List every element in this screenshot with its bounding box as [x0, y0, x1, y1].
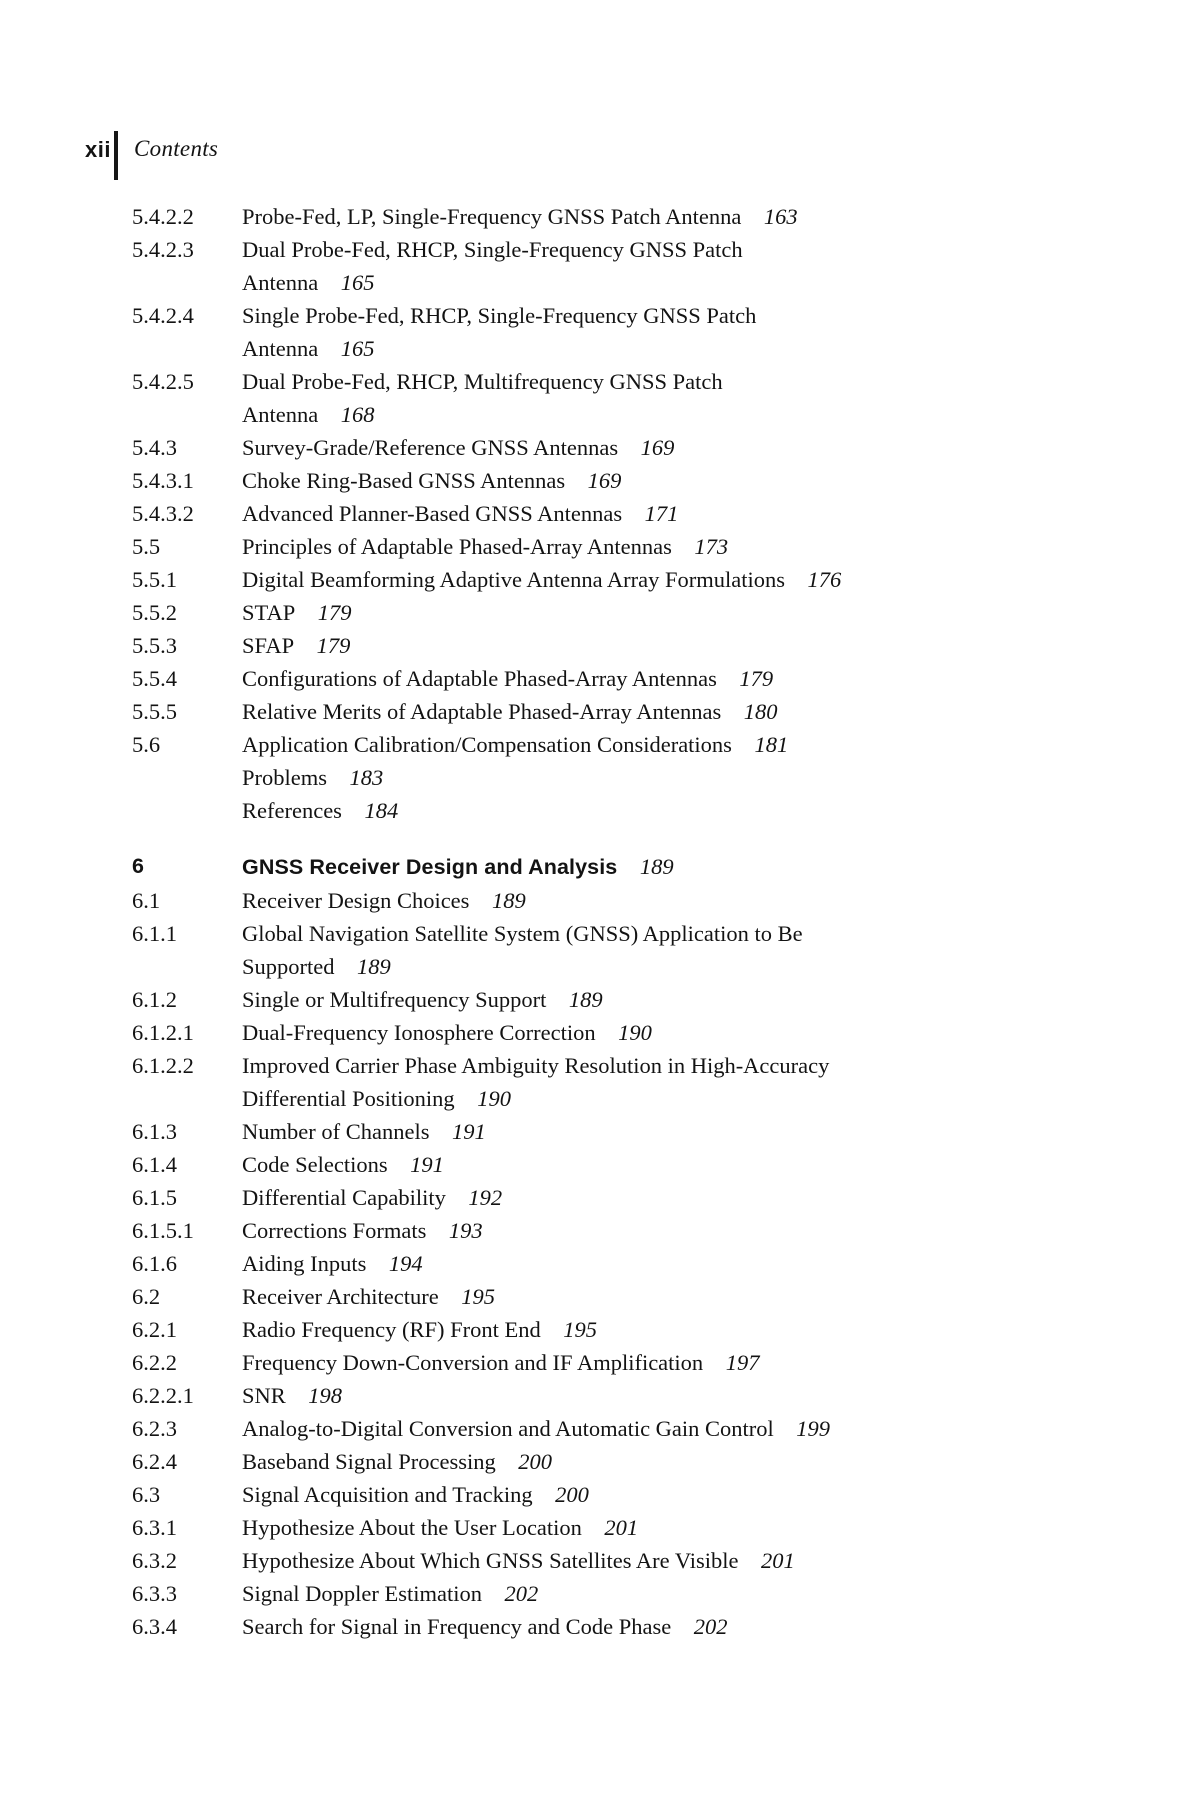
- toc-entry-text: Antenna: [242, 270, 319, 295]
- toc-entry: [132, 1478, 1143, 1511]
- toc-entry-number: 6.1.5: [132, 1185, 177, 1210]
- toc-entry-text: Radio Frequency (RF) Front End: [242, 1317, 541, 1342]
- toc-entry: [132, 1247, 1143, 1280]
- toc-entry: [132, 917, 1143, 983]
- toc-entry-title: [242, 1016, 1143, 1049]
- toc-entry-title: [242, 695, 1143, 728]
- toc-entry: [132, 233, 1143, 299]
- toc-entry-number: 6.3.2: [132, 1548, 177, 1573]
- toc-entry-page-number: 192: [468, 1185, 503, 1210]
- toc-entry-page-number: 163: [763, 204, 798, 229]
- toc-entry-line: [242, 1478, 1143, 1511]
- toc-entry-number: 5.5.5: [132, 699, 177, 724]
- toc-entry-text: Signal Acquisition and Tracking: [242, 1482, 533, 1507]
- toc-entry: [132, 299, 1143, 365]
- toc-entry-number: 6.3: [132, 1482, 161, 1507]
- toc-entry-line: [242, 1445, 1143, 1478]
- toc-entry-line: [242, 662, 1143, 695]
- toc-entry-line: [242, 1511, 1143, 1544]
- toc-entry-line: [242, 233, 1143, 266]
- toc-entry-line: [242, 1115, 1143, 1148]
- toc-entry-text: Dual Probe-Fed, RHCP, Single-Frequency GNSS Patch: [242, 237, 743, 262]
- toc-entry-line: [242, 1577, 1143, 1610]
- toc-entry-number: 5.4.3: [132, 435, 177, 460]
- toc-entry-page-number: 191: [410, 1152, 444, 1177]
- toc-entry-title: [242, 1478, 1143, 1511]
- toc-entry-line: [242, 1610, 1143, 1643]
- toc-entry-line: [242, 398, 1143, 431]
- toc-entry-title: [242, 662, 1143, 695]
- toc-entry-page-number: 190: [477, 1086, 511, 1111]
- toc-entry-page-number: 198: [308, 1383, 343, 1408]
- toc-entry-text: Number of Channels: [242, 1119, 430, 1144]
- page-number-folio: xii: [85, 137, 111, 162]
- toc-entry-line: [242, 794, 1143, 827]
- toc-entry: [132, 728, 1143, 761]
- toc-entry-text: Receiver Design Choices: [242, 888, 470, 913]
- toc-entry-number: 6.1.2.1: [132, 1020, 194, 1045]
- toc-entry-title: [242, 850, 1143, 884]
- toc-entry-line: [242, 1082, 1143, 1115]
- toc-entry-title: [242, 299, 1143, 365]
- toc-entry-title: [242, 563, 1143, 596]
- toc-entry: [132, 1577, 1143, 1610]
- toc-entry: [132, 596, 1143, 629]
- toc-entry-page-number: 201: [604, 1515, 639, 1540]
- toc-entry: [132, 1544, 1143, 1577]
- header-divider-rule: [114, 131, 118, 180]
- toc-entry-line: [242, 497, 1143, 530]
- toc-entry-line: [242, 365, 1143, 398]
- toc-entry: [132, 1016, 1143, 1049]
- toc-entry-line: [242, 596, 1143, 629]
- toc-entry: [132, 1148, 1143, 1181]
- toc-entry: [132, 365, 1143, 431]
- toc-entry-page-number: 179: [317, 600, 352, 625]
- toc-entry-number: 5.5.3: [132, 633, 177, 658]
- toc-entry-text: Differential Capability: [242, 1185, 446, 1210]
- toc-entry-page-number: 171: [644, 501, 679, 526]
- toc-entry: [132, 530, 1143, 563]
- toc-entry-page-number: 165: [340, 270, 375, 295]
- toc-entry-text: Application Calibration/Compensation Considerations: [242, 732, 732, 757]
- toc-entry-title: [242, 1577, 1143, 1610]
- toc-entry-page-number: 179: [316, 633, 351, 658]
- toc-entry-text: Choke Ring-Based GNSS Antennas: [242, 468, 566, 493]
- toc-entry-number: 5.5.1: [132, 567, 177, 592]
- toc-entry-number: 5.4.2.3: [132, 237, 194, 262]
- toc-entry-line: [242, 1016, 1143, 1049]
- toc-entry-number: 5.5.4: [132, 666, 177, 691]
- toc-entry-text: Single or Multifrequency Support: [242, 987, 547, 1012]
- toc-entry-page-number: 179: [739, 666, 774, 691]
- toc-entry-title: [242, 917, 1143, 983]
- toc-entry-line: [242, 884, 1143, 917]
- toc-entry-text: Supported: [242, 954, 335, 979]
- toc-entry-line: [242, 1214, 1143, 1247]
- toc-entry-title: [242, 1247, 1143, 1280]
- toc-entry-text: SFAP: [242, 633, 295, 658]
- toc-entry-title: [242, 1511, 1143, 1544]
- toc-entry-title: [242, 1115, 1143, 1148]
- toc-entry-line: [242, 728, 1143, 761]
- toc-entry: [132, 563, 1143, 596]
- toc-entry-text: Single Probe-Fed, RHCP, Single-Frequency GNSS Patch: [242, 303, 757, 328]
- toc-entry-page-number: 197: [725, 1350, 760, 1375]
- toc-entry-line: [242, 1148, 1143, 1181]
- toc-entry-title: [242, 1544, 1143, 1577]
- toc-entry-page-number: 194: [388, 1251, 423, 1276]
- toc-entry: [132, 431, 1143, 464]
- toc-entry-text: Signal Doppler Estimation: [242, 1581, 482, 1606]
- toc-entry-page-number: 189: [639, 854, 674, 879]
- toc-entry-line: [242, 629, 1143, 662]
- toc-entry-number: 5.4.2.2: [132, 204, 194, 229]
- toc-entry-number: 6.2.2.1: [132, 1383, 194, 1408]
- toc-entry-title: [242, 1049, 1143, 1115]
- toc-entry-text: Search for Signal in Frequency and Code Phase: [242, 1614, 672, 1639]
- toc-entry-title: [242, 1181, 1143, 1214]
- toc-entry: [132, 1445, 1143, 1478]
- toc-entry: [132, 761, 1143, 794]
- toc-entry: [132, 884, 1143, 917]
- toc-entry-title: [242, 1412, 1143, 1445]
- toc-entry-number: 6.1.4: [132, 1152, 177, 1177]
- toc-entry-page-number: 201: [761, 1548, 795, 1573]
- toc-entry-page-number: 189: [357, 954, 391, 979]
- toc-entry: [132, 1379, 1143, 1412]
- toc-entry-title: [242, 1379, 1143, 1412]
- toc-entry-line: [242, 850, 1143, 884]
- toc-entry-text: Receiver Architecture: [242, 1284, 439, 1309]
- toc-entry-page-number: 184: [364, 798, 399, 823]
- toc-entry: [132, 695, 1143, 728]
- toc-entry-text: Advanced Planner-Based GNSS Antennas: [242, 501, 623, 526]
- toc-entry-page-number: 169: [640, 435, 675, 460]
- toc-entry-title: [242, 365, 1143, 431]
- toc-entry-title: [242, 1214, 1143, 1247]
- toc-entry-title: [242, 728, 1143, 761]
- toc-entry-title: [242, 464, 1143, 497]
- toc-entry: [132, 629, 1143, 662]
- toc-entry-number: 6.2.4: [132, 1449, 177, 1474]
- toc-entry-title: [242, 1280, 1143, 1313]
- toc-entry-page-number: 193: [448, 1218, 483, 1243]
- toc-entry: [132, 1049, 1143, 1115]
- toc-entry-number: 6.2: [132, 1284, 161, 1309]
- toc-entry-title: [242, 530, 1143, 563]
- toc-entry-line: [242, 299, 1143, 332]
- toc-entry-title: [242, 497, 1143, 530]
- toc-entry-number: 6.2.3: [132, 1416, 177, 1441]
- toc-entry: [132, 1214, 1143, 1247]
- toc-entry-number: 5.4.2.4: [132, 303, 194, 328]
- toc-entry-text: Probe-Fed, LP, Single-Frequency GNSS Patch Antenna: [242, 204, 742, 229]
- toc-entry: [132, 1511, 1143, 1544]
- toc-entry-number: 6.1.3: [132, 1119, 177, 1144]
- toc-entry-text: Configurations of Adaptable Phased-Array Antennas: [242, 666, 717, 691]
- toc-entry-line: [242, 1544, 1143, 1577]
- toc-entry-number: 6.1.2.2: [132, 1053, 194, 1078]
- toc-entry-line: [242, 200, 1143, 233]
- toc-entry-text: Relative Merits of Adaptable Phased-Array Antennas: [242, 699, 722, 724]
- toc-entry-line: [242, 563, 1143, 596]
- toc-entry-title: [242, 1445, 1143, 1478]
- toc-entry-text: Hypothesize About the User Location: [242, 1515, 582, 1540]
- toc-entry-page-number: 195: [563, 1317, 597, 1342]
- toc-entry-title: [242, 233, 1143, 299]
- toc-entry-line: [242, 464, 1143, 497]
- toc-entry-text: Frequency Down-Conversion and IF Amplification: [242, 1350, 704, 1375]
- table-of-contents: [132, 200, 1143, 1643]
- toc-entry-number: 5.4.2.5: [132, 369, 194, 394]
- toc-entry-line: [242, 761, 1143, 794]
- toc-entry-text: Problems: [242, 765, 328, 790]
- toc-entry-line: [242, 1049, 1143, 1082]
- toc-entry-text: Hypothesize About Which GNSS Satellites Are Visible: [242, 1548, 739, 1573]
- toc-entry: [132, 1313, 1143, 1346]
- toc-entry-page-number: 191: [451, 1119, 486, 1144]
- toc-entry-line: [242, 1247, 1143, 1280]
- toc-entry-text: Principles of Adaptable Phased-Array Antennas: [242, 534, 672, 559]
- toc-entry-page-number: 200: [555, 1482, 589, 1507]
- toc-entry-number: 5.5: [132, 534, 161, 559]
- toc-entry-number: 6.1: [132, 888, 161, 913]
- toc-entry-page-number: 189: [568, 987, 603, 1012]
- toc-entry-text: Dual Probe-Fed, RHCP, Multifrequency GNSS Patch: [242, 369, 723, 394]
- toc-entry-title: [242, 884, 1143, 917]
- toc-entry-text: Antenna: [242, 402, 319, 427]
- toc-entry-text: Baseband Signal Processing: [242, 1449, 496, 1474]
- toc-entry-page-number: 168: [340, 402, 375, 427]
- toc-entry-line: [242, 1379, 1143, 1412]
- toc-entry: [132, 464, 1143, 497]
- toc-entry-text: STAP: [242, 600, 296, 625]
- toc-entry-title: [242, 200, 1143, 233]
- toc-entry-number: 6.1.5.1: [132, 1218, 194, 1243]
- toc-entry-page-number: 195: [461, 1284, 496, 1309]
- toc-entry-number: 6.1.1: [132, 921, 177, 946]
- toc-entry: [132, 1280, 1143, 1313]
- toc-entry-text: Global Navigation Satellite System (GNSS) Application to Be: [242, 921, 803, 946]
- toc-entry: [132, 497, 1143, 530]
- toc-entry-text: Dual-Frequency Ionosphere Correction: [242, 1020, 596, 1045]
- toc-entry-title: [242, 1346, 1143, 1379]
- toc-entry: [132, 662, 1143, 695]
- toc-entry-page-number: 181: [754, 732, 789, 757]
- toc-entry-text: Survey-Grade/Reference GNSS Antennas: [242, 435, 619, 460]
- toc-entry-line: [242, 983, 1143, 1016]
- toc-entry-text: Corrections Formats: [242, 1218, 427, 1243]
- toc-entry-page-number: 173: [694, 534, 729, 559]
- toc-entry-page-number: 202: [693, 1614, 728, 1639]
- toc-entry-number: 6.1.2: [132, 987, 177, 1012]
- toc-entry-number: 6.3.1: [132, 1515, 177, 1540]
- toc-entry-number: 5.4.3.2: [132, 501, 194, 526]
- toc-entry-page-number: 202: [504, 1581, 539, 1606]
- toc-entry-page-number: 180: [743, 699, 778, 724]
- toc-entry-text: Aiding Inputs: [242, 1251, 367, 1276]
- toc-entry-page-number: 199: [796, 1416, 831, 1441]
- toc-entry-text: Digital Beamforming Adaptive Antenna Array Formulations: [242, 567, 786, 592]
- toc-entry: [132, 1181, 1143, 1214]
- toc-entry-page-number: 176: [807, 567, 842, 592]
- toc-entry-title: [242, 431, 1143, 464]
- toc-entry-text: Analog-to-Digital Conversion and Automatic Gain Control: [242, 1416, 774, 1441]
- toc-entry-number: 6: [132, 854, 145, 878]
- toc-entry-title: [242, 983, 1143, 1016]
- toc-entry-line: [242, 1346, 1143, 1379]
- toc-entry-page-number: 190: [618, 1020, 652, 1045]
- toc-entry-title: [242, 1610, 1143, 1643]
- toc-entry-number: 6.2.1: [132, 1317, 177, 1342]
- toc-entry-number: 5.5.2: [132, 600, 177, 625]
- toc-entry-number: 6.2.2: [132, 1350, 177, 1375]
- toc-entry-text: GNSS Receiver Design and Analysis: [242, 855, 618, 879]
- toc-entry-text: Antenna: [242, 336, 319, 361]
- toc-entry-line: [242, 950, 1143, 983]
- toc-entry-line: [242, 266, 1143, 299]
- toc-entry-line: [242, 1412, 1143, 1445]
- toc-entry: [132, 1115, 1143, 1148]
- toc-entry: [132, 794, 1143, 827]
- toc-entry-page-number: 189: [491, 888, 526, 913]
- toc-entry-title: [242, 596, 1143, 629]
- toc-entry: [132, 1412, 1143, 1445]
- toc-entry-line: [242, 530, 1143, 563]
- toc-entry-number: 5.6: [132, 732, 161, 757]
- toc-entry-line: [242, 695, 1143, 728]
- toc-entry: [132, 1346, 1143, 1379]
- toc-entry-page-number: 169: [587, 468, 622, 493]
- toc-entry: [132, 1610, 1143, 1643]
- toc-entry-text: Improved Carrier Phase Ambiguity Resolution in High-Accuracy: [242, 1053, 830, 1078]
- running-head: Contents: [134, 136, 219, 161]
- toc-entry-page-number: 183: [349, 765, 384, 790]
- toc-entry-line: [242, 917, 1143, 950]
- toc-entry-number: 5.4.3.1: [132, 468, 194, 493]
- toc-entry-line: [242, 1181, 1143, 1214]
- toc-entry-page-number: 200: [518, 1449, 552, 1474]
- toc-entry: [132, 200, 1143, 233]
- toc-entry-title: [242, 1313, 1143, 1346]
- toc-entry-text: Code Selections: [242, 1152, 388, 1177]
- toc-entry-text: Differential Positioning: [242, 1086, 455, 1111]
- toc-entry: [132, 983, 1143, 1016]
- toc-entry-text: SNR: [242, 1383, 286, 1408]
- toc-entry-title: [242, 794, 1143, 827]
- toc-entry-line: [242, 332, 1143, 365]
- toc-chapter-entry: [132, 850, 1143, 884]
- toc-entry-page-number: 165: [340, 336, 375, 361]
- toc-entry-number: 6.1.6: [132, 1251, 177, 1276]
- toc-entry-number: 6.3.4: [132, 1614, 177, 1639]
- toc-entry-number: 6.3.3: [132, 1581, 177, 1606]
- toc-entry-title: [242, 629, 1143, 662]
- toc-entry-line: [242, 1313, 1143, 1346]
- toc-entry-title: [242, 761, 1143, 794]
- toc-entry-text: References: [242, 798, 342, 823]
- toc-entry-line: [242, 1280, 1143, 1313]
- toc-entry-title: [242, 1148, 1143, 1181]
- toc-entry-line: [242, 431, 1143, 464]
